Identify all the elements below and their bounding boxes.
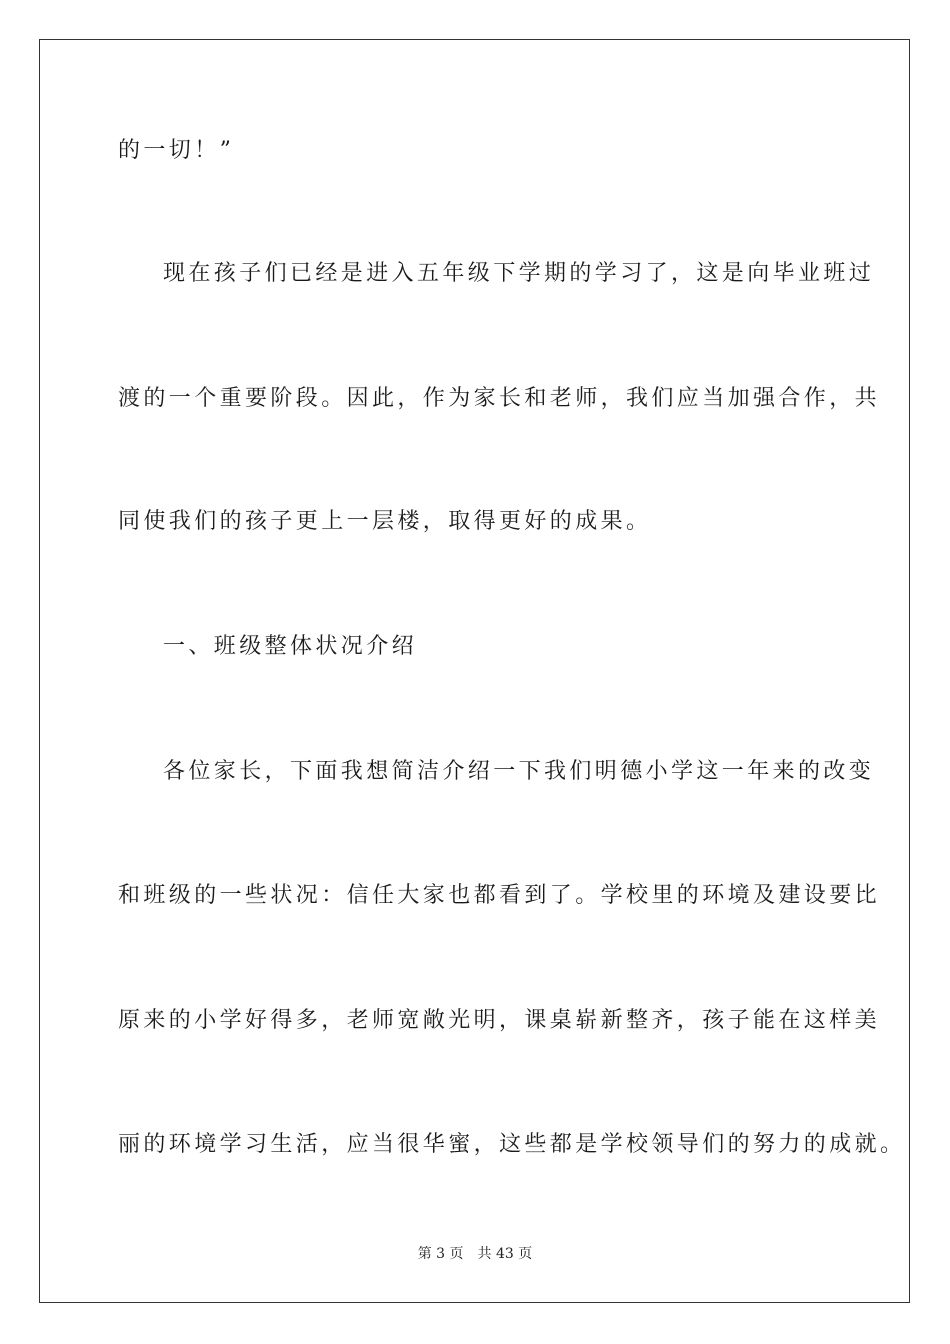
page-footer [0, 1245, 950, 1263]
paragraph-line: 现在孩子们已经是进入五年级下学期的学习了，这是向毕业班过 [163, 261, 875, 286]
page-number: 第 3 页 [417, 1246, 464, 1262]
paragraph-line: 各位家长，下面我想简洁介绍一下我们明德小学这一年来的改变 [163, 759, 875, 784]
paragraph-line: 渡的一个重要阶段。因此，作为家长和老师，我们应当加强合作，共 [118, 386, 881, 411]
page-total: 共 43 页 [477, 1246, 533, 1262]
page-border [39, 39, 910, 1303]
paragraph-line: 同使我们的孩子更上一层楼，取得更好的成果。 [118, 509, 652, 534]
paragraph-line: 原来的小学好得多，老师宽敞光明，课桌崭新整齐，孩子能在这样美 [118, 1008, 881, 1033]
paragraph-line: 丽的环境学习生活，应当很华蜜，这些都是学校领导们的努力的成就。 [118, 1132, 906, 1157]
section-heading: 一、班级整体状况介绍 [163, 634, 418, 659]
paragraph-line: 的一切！” [118, 138, 235, 163]
paragraph-line: 和班级的一些状况：信任大家也都看到了。学校里的环境及建设要比 [118, 883, 881, 908]
